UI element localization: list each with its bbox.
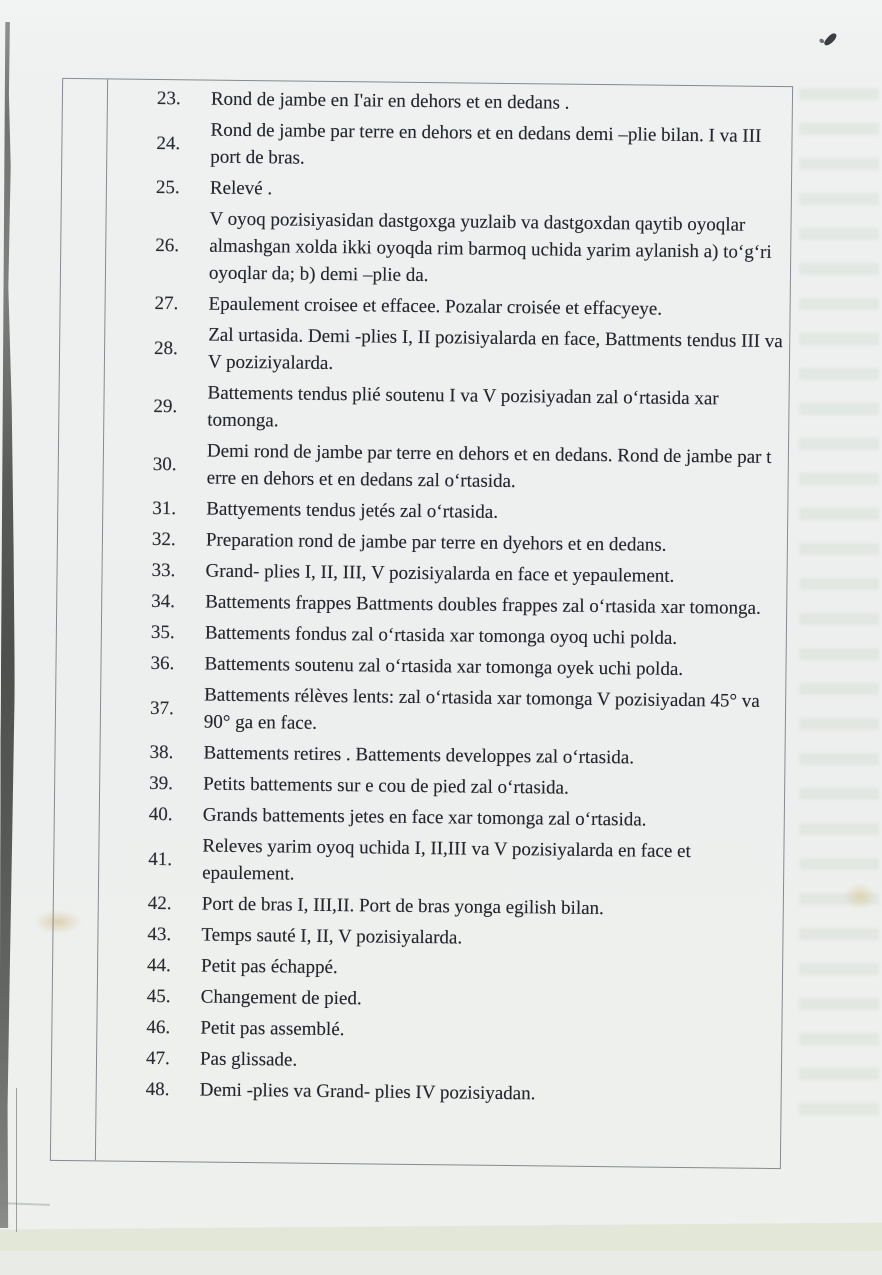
item-number: 26. <box>155 234 180 257</box>
item-number: 42. <box>147 892 172 915</box>
item-number: 46. <box>146 1016 171 1039</box>
item-text: Zal urtasida. Demi -plies I, II pozisiyalarda en face, Battments tendus III va V poziziyalarda. <box>207 324 783 374</box>
item-number: 48. <box>145 1078 170 1101</box>
item-text: Petit pas assemblé. <box>200 1017 345 1041</box>
item-text: Pas glissade. <box>199 1048 298 1071</box>
item-number: 45. <box>146 985 171 1008</box>
item-text: Rond de jambe par terre en dehors et en dedans demi –plie bilan. I va III port de bras. <box>210 119 762 169</box>
item-number: 47. <box>145 1047 170 1070</box>
table-row <box>106 113 792 179</box>
item-number: 31. <box>152 497 177 520</box>
item-text: Releves yarim oyoq uchida I, II,III va V pozisiyalarda en face et epaulement. <box>202 835 691 885</box>
item-number: 24. <box>156 132 181 154</box>
item-number: 38. <box>149 741 174 764</box>
table-row <box>98 829 784 895</box>
item-text: Petits battements sur e cou de pied zal o‘rtasida. <box>203 773 569 799</box>
item-text: Petit pas échappé. <box>200 955 338 979</box>
item-text: Rond de jambe en I'air en dehors et en dedans . <box>210 88 570 114</box>
item-number: 25. <box>155 176 180 199</box>
item-text: V oyoq pozisiyasidan dastgoxga yuzlaib va dastgoxdan qaytib oyoqlar almashgan xolda ikki oyoqda rim barmoq uchida yarim aylanish a) to‘g‘ri oyoqlar da; b) demi –plie da. <box>208 208 772 287</box>
page-fold-line <box>16 1088 17 1232</box>
item-number: 28. <box>153 337 178 359</box>
item-text: Battements soutenu zal o‘rtasida xar tomonga oyek uchi polda. <box>204 653 684 680</box>
bleedthrough-text-ghost <box>799 88 879 1138</box>
item-text: Grand- plies I, II, III, V pozisiyalarda en face et yepaulement. <box>205 560 675 587</box>
item-text: Changement de pied. <box>200 986 362 1010</box>
item-number: 40. <box>148 803 173 826</box>
item-number: 23. <box>156 87 181 110</box>
table-row <box>102 434 788 500</box>
item-number: 41. <box>148 848 173 870</box>
item-text: Demi -plies va Grand- plies IV pozisiyadan. <box>199 1079 536 1105</box>
item-number: 30. <box>152 453 177 475</box>
item-number: 35. <box>150 621 175 644</box>
item-text: Battements frappes Battments doubles frappes zal o‘rtasida xar tomonga. <box>205 591 761 619</box>
item-text: Grands battements jetes en face xar tomonga zal o‘rtasida. <box>202 804 647 831</box>
table-rows <box>96 79 793 1112</box>
item-number: 34. <box>151 590 176 613</box>
item-text: Battyements tendus jetés zal o‘rtasida. <box>206 498 499 523</box>
item-text: Relevé . <box>209 177 273 200</box>
item-number: 32. <box>151 528 176 551</box>
item-text: Epaulement croisee et effacee. Pozalar croisée et effacyeye. <box>208 293 663 320</box>
item-text: Battements rélèves lents: zal o‘rtasida xar tomonga V pozisiyadan 45° va 90° ga en face. <box>203 684 760 734</box>
item-number: 27. <box>154 292 179 315</box>
item-text: Temps sauté I, II, V pozisiyalarda. <box>201 924 463 949</box>
item-text: Preparation rond de jambe par terre en dyehors et en dedans. <box>205 529 667 556</box>
bottom-margin-band <box>0 1251 882 1275</box>
item-number: 43. <box>147 923 172 946</box>
item-number: 44. <box>146 954 171 977</box>
item-text: Battements fondus zal o‘rtasida xar tomonga oyoq uchi polda. <box>204 622 678 649</box>
table-row <box>105 202 791 295</box>
item-number: 29. <box>153 395 178 417</box>
table-row <box>96 1073 781 1112</box>
item-number: 33. <box>151 559 176 582</box>
item-text: Port de bras I, III,II. Port de bras yonga egilish bilan. <box>201 893 604 920</box>
item-number: 39. <box>149 772 174 795</box>
table-row <box>103 376 789 442</box>
item-text: Demi rond de jambe par terre en dehors et en dedans. Rond de jambe par t erre en dehors et en dedans zal o‘rtasida. <box>206 440 772 493</box>
exercise-list-table <box>50 78 793 1169</box>
item-number: 37. <box>149 697 174 719</box>
table-row <box>100 678 786 744</box>
item-text: Battements tendus plié soutenu I va V pozisiyadan zal o‘rtasida xar tomonga. <box>207 382 719 432</box>
item-number: 36. <box>150 652 175 675</box>
item-text: Battements retires . Battements developpes zal o‘rtasida. <box>203 742 635 769</box>
table-row <box>104 318 790 384</box>
